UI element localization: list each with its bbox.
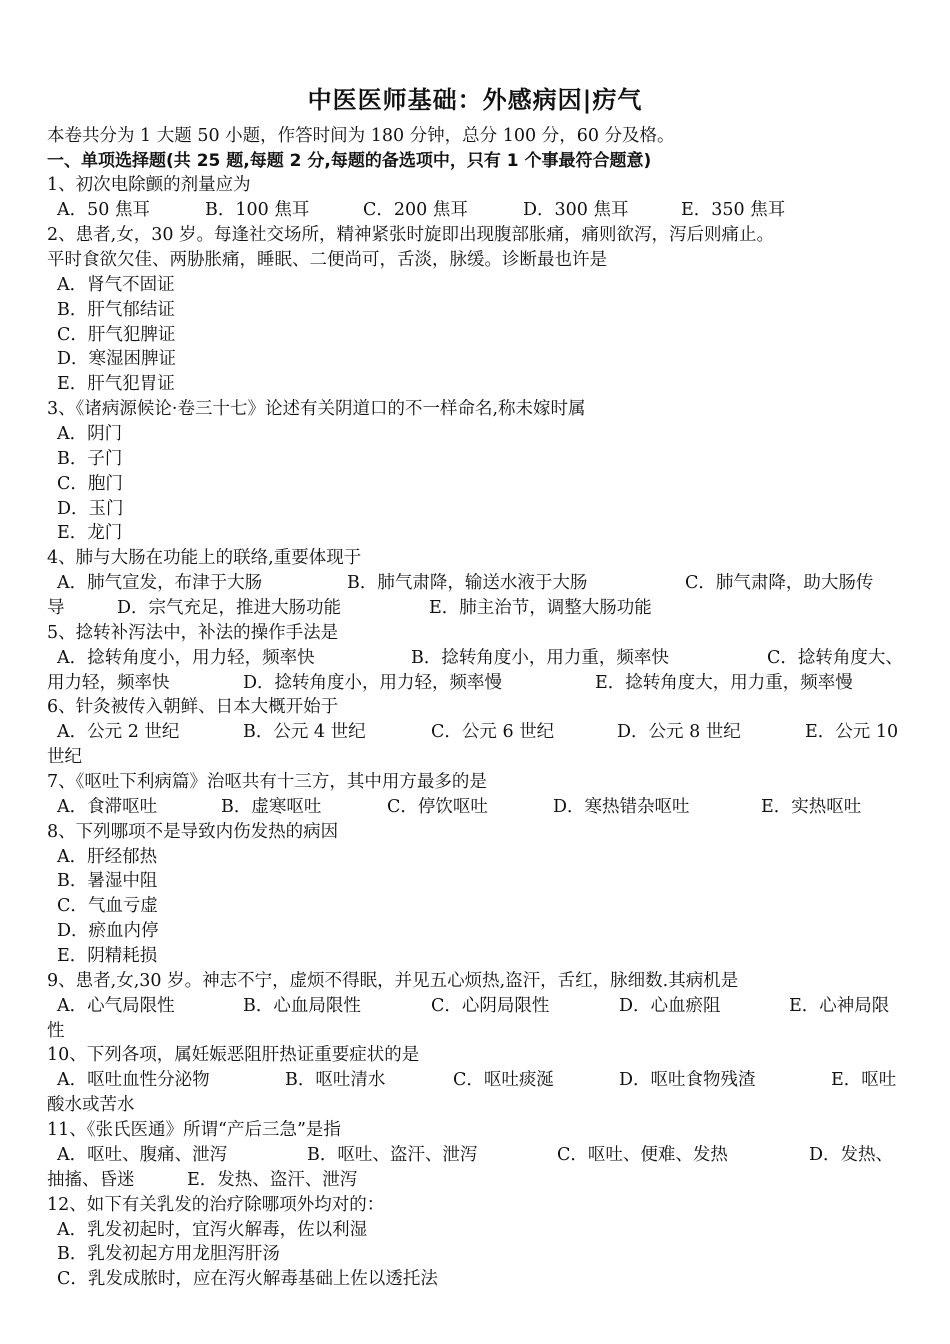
question-stem: 平时食欲欠佳、两胁胀痛，睡眠、二便尚可，舌淡，脉缓。诊断最也许是	[47, 250, 607, 270]
option: D．心血瘀阻	[619, 996, 721, 1016]
question-stem: 3、《诸病源候论·卷三十七》论述有关阴道口的不一样命名,称未嫁时属	[47, 399, 586, 419]
option: B．100 焦耳	[205, 200, 310, 220]
option: D．300 焦耳	[523, 200, 629, 220]
option: D．发热、	[809, 1145, 894, 1165]
option: D．寒热错杂呕吐	[553, 797, 690, 817]
option: E．实热呕吐	[761, 797, 862, 817]
option: D．公元 8 世纪	[617, 722, 741, 742]
option: A．呕吐、腹痛、泄泻	[57, 1145, 228, 1165]
option: A．肝经郁热	[57, 847, 158, 867]
option-continued: 用力轻，频率快	[47, 673, 170, 693]
option: B．公元 4 世纪	[243, 722, 366, 742]
option: A．阴门	[57, 424, 123, 444]
option: B．呕吐、盗汗、泄泻	[307, 1145, 478, 1165]
section-heading: 一、单项选择题(共 25 题,每题 2 分,每题的备选项中，只有 1 个事最符合题意)	[47, 151, 652, 171]
option: D．呕吐食物残渣	[619, 1070, 756, 1090]
option: C．公元 6 世纪	[431, 722, 555, 742]
option: A．50 焦耳	[57, 200, 150, 220]
question-stem: 2、患者,女，30 岁。每逢社交场所，精神紧张时旋即出现腹部胀痛，痛则欲泻，泻后则痛止。	[47, 225, 775, 245]
option: B．肝气郁结证	[57, 300, 175, 320]
option: A．肾气不固证	[57, 275, 175, 295]
option: E．龙门	[57, 523, 123, 543]
option: B．捻转角度小，用力重，频率快	[411, 648, 669, 668]
option: A．捻转角度小，用力轻，频率快	[57, 648, 315, 668]
exam-intro: 本卷共分为 1 大题 50 小题，作答时间为 180 分钟，总分 100 分，60 分及格。	[47, 126, 675, 146]
question-stem: 9、患者,女,30 岁。神志不宁，虚烦不得眠，并见五心烦热,盗汗，舌红，脉细数.其病机是	[47, 971, 739, 991]
option: B．虚寒呕吐	[221, 797, 322, 817]
option: A．公元 2 世纪	[57, 722, 180, 742]
option: A．呕吐血性分泌物	[57, 1070, 210, 1090]
option: B．呕吐清水	[285, 1070, 386, 1090]
option: E．350 焦耳	[681, 200, 786, 220]
option: D．玉门	[57, 499, 124, 519]
option: C．200 焦耳	[363, 200, 468, 220]
option: E．捻转角度大，用力重，频率慢	[595, 673, 853, 693]
option: E．心神局限	[789, 996, 890, 1016]
page-title: 中医医师基础：外感病因|疠气	[307, 86, 643, 114]
option: B．暑湿中阻	[57, 871, 158, 891]
question-stem: 1、初次电除颤的剂量应为	[47, 175, 251, 195]
option-continued: 性	[47, 1021, 65, 1041]
option: C．心阴局限性	[431, 996, 550, 1016]
option: B．肺气肃降，输送水液于大肠	[347, 573, 588, 593]
option: E．肺主治节，调整大肠功能	[429, 598, 652, 618]
question-stem: 7、《呕吐下利病篇》治呕共有十三方，其中用方最多的是	[47, 772, 487, 792]
question-stem: 4、肺与大肠在功能上的联络,重要体现于	[47, 548, 362, 568]
option-continued: 酸水或苦水	[47, 1095, 135, 1115]
option: B．子门	[57, 449, 123, 469]
option: C．气血亏虚	[57, 896, 158, 916]
option: E．呕吐	[831, 1070, 897, 1090]
option-continued: 抽搐、昏迷	[47, 1170, 135, 1190]
option: C．肺气肃降，助大肠传	[685, 573, 874, 593]
question-stem: 5、捻转补泻法中，补法的操作手法是	[47, 623, 339, 643]
option: C．乳发成脓时，应在泻火解毒基础上佐以透托法	[57, 1269, 438, 1289]
option-continued: 世纪	[47, 747, 82, 767]
question-stem: 11、《张氏医通》所谓“产后三急”是指	[47, 1120, 341, 1140]
question-stem: 12、如下有关乳发的治疗除哪项外均对的：	[47, 1195, 385, 1215]
question-stem: 6、针灸被传入朝鲜、日本大概开始于	[47, 697, 339, 717]
option: C．停饮呕吐	[387, 797, 488, 817]
option: D．宗气充足，推进大肠功能	[117, 598, 342, 618]
option: E．发热、盗汗、泄泻	[187, 1170, 358, 1190]
option: A．乳发初起时，宜泻火解毒，佐以利湿	[57, 1220, 368, 1240]
option: E．阴精耗损	[57, 946, 158, 966]
option: D．捻转角度小，用力轻，频率慢	[243, 673, 503, 693]
option: A．肺气宣发，布津于大肠	[57, 573, 263, 593]
question-stem: 8、下列哪项不是导致内伤发热的病因	[47, 822, 339, 842]
option: C．胞门	[57, 474, 123, 494]
option: C．肝气犯脾证	[57, 325, 176, 345]
option: D．瘀血内停	[57, 921, 159, 941]
option: D．寒湿困脾证	[57, 349, 177, 369]
option: C．捻转角度大、	[767, 648, 903, 668]
question-stem: 10、下列各项，属妊娠恶阻肝热证重要症状的是	[47, 1045, 420, 1065]
option: A．食滞呕吐	[57, 797, 158, 817]
option: C．呕吐痰涎	[453, 1070, 554, 1090]
option: A．心气局限性	[57, 996, 175, 1016]
option: E．肝气犯胃证	[57, 374, 175, 394]
option-continued: 导	[47, 598, 65, 618]
option: B．心血局限性	[243, 996, 361, 1016]
option: E．公元 10	[805, 722, 899, 742]
option: B．乳发初起方用龙胆泻肝汤	[57, 1244, 280, 1264]
option: C．呕吐、便难、发热	[557, 1145, 728, 1165]
